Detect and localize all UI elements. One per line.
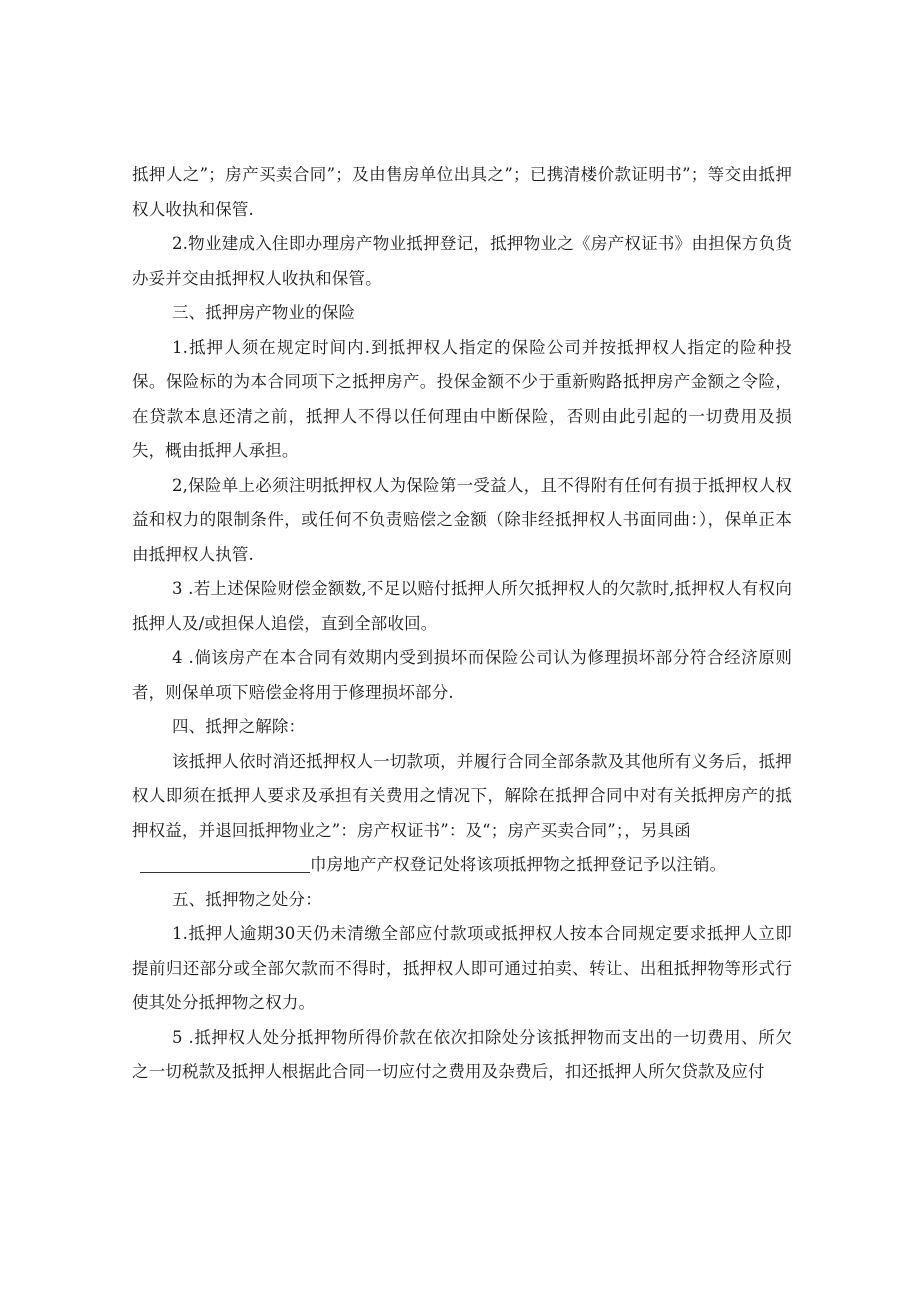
paragraph-item-2: 2.物业建成入住即办理房产物业抵押登记，抵押物业之《房产权证书》由担保方负货办妥并交由抵押权人收执和保管。 xyxy=(132,234,792,288)
paragraph-insurance-4: 4 .倘该房产在本合同有效期内受到损坏而保险公司认为修理损坏部分符合经济原则者，则保单项下赔偿金将用于修理损坏部分. xyxy=(132,648,792,702)
paragraph-insurance-2: 2,保险单上必须注明抵押权人为保险第一受益人，且不得附有任何有损于抵押权人权益和权力的限制条件，或任何不负责赔偿之金额（除非经抵押权人书面同曲：），保单正本由抵押权人执管. xyxy=(132,475,792,564)
paragraph-disposal-5: 5 .抵押权人处分抵押物所得价款在依次扣除处分该抵押物而支出的一切费用、所欠之一切税款及抵押人根据此合同一切应付之费用及杂费后，扣还抵押人所欠贷款及应付 xyxy=(132,1027,792,1081)
fill-in-blank xyxy=(140,854,310,873)
paragraph-continued: 抵押人之”；房产买卖合同”；及由售房单位出具之”；已携清楼价款证明书”；等交由抵押权人收执和保管. xyxy=(132,165,792,219)
paragraph-release-continued xyxy=(132,848,792,883)
document-body xyxy=(132,158,792,1090)
section-heading-insurance: 三、抵押房产物业的保险 xyxy=(172,303,356,322)
paragraph-insurance-3: 3 .若上述保险财偿金额数,不足以赔付抵押人所欠抵押权人的欠款时,抵押权人有权向抵押人及/或担保人追偿，直到全部收回。 xyxy=(132,579,792,633)
release-registry-text: 巾房地产产权登记处将该项抵押物之抵押登记予以注销。 xyxy=(310,855,727,874)
section-heading-disposal: 五、抵押物之处分： xyxy=(172,889,322,909)
paragraph-insurance-1: 1.抵押人须在规定时间内.到抵押权人指定的保险公司并按抵押权人指定的险种投保。保险标的为本合同项下之抵押房产。投保金额不少于重新购路抵押房产金额之令险，在贷款本息还清之前，抵押人不得以任何理由中断保险，否则由此引起的一切费用及损失，概由抵押人承担。 xyxy=(132,337,792,460)
section-heading-release: 四、抵押之解除： xyxy=(172,717,306,736)
paragraph-release: 该抵押人依时消还抵押权人一切款项，并履行合同全部条款及其他所有义务后，抵押权人即须在抵押人要求及承担有关费用之情况下，解除在抵押合同中对有关抵押房产的抵押权益，并退回抵押物业之”：房产权证书”：及“；房产买卖合同”；，另具函 xyxy=(132,751,792,840)
paragraph-disposal-1: 1.抵押人逾期30天仍未清缴全部应付款项或抵押权人按本合同规定要求抵押人立即提前归还部分或全部欠款而不得时，抵押权人即可通过拍卖、转让、出租抵押物等形式行使其处分抵押物之权力。 xyxy=(132,924,792,1012)
